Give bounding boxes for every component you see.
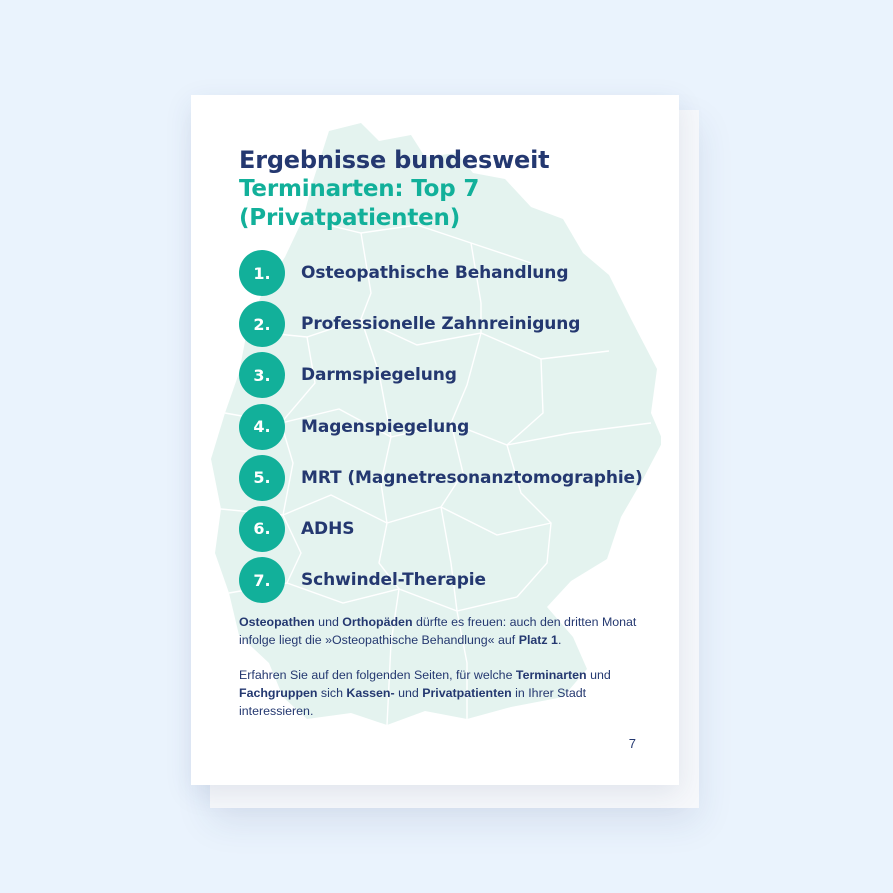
page-number: 7 xyxy=(628,736,636,751)
document-page xyxy=(191,95,679,785)
paragraph-text: und xyxy=(586,668,611,682)
ranking-item xyxy=(239,506,669,552)
ranking-label: Magenspiegelung xyxy=(301,416,470,437)
page-title: Ergebnisse bundesweit xyxy=(239,146,550,174)
rank-number-badge: 3. xyxy=(239,352,285,398)
bold-term: Orthopäden xyxy=(342,615,413,629)
rank-number-badge: 1. xyxy=(239,250,285,296)
ranking-label: Osteopathische Behandlung xyxy=(301,263,569,283)
rank-number-badge: 5. xyxy=(239,455,285,501)
rank-number-badge: 2. xyxy=(239,301,285,347)
ranking-label: Darmspiegelung xyxy=(301,365,457,386)
ranking-label: Professionelle Zahnreinigung xyxy=(301,314,581,335)
bold-term: Privatpatienten xyxy=(422,686,512,700)
bold-term: Kassen- xyxy=(346,686,395,700)
paragraph-text: sich xyxy=(317,686,347,700)
bold-term: Osteopathen xyxy=(239,615,315,629)
ranking-label: MRT (Magnetresonanztomographie) xyxy=(301,467,643,488)
intro-paragraph xyxy=(239,613,649,649)
ranking-label: Schwindel-Therapie xyxy=(301,570,486,591)
paragraph-text: dürfte es freuen: auch den dritten Monat infolge liegt die »Osteopathische Behandlung« auf xyxy=(239,615,637,647)
top7-ranking-list xyxy=(239,250,669,608)
ranking-item xyxy=(239,250,669,296)
ranking-item xyxy=(239,352,669,398)
bold-term: Terminarten xyxy=(515,668,587,682)
ranking-item xyxy=(239,455,669,501)
paragraph-text: Erfahren Sie auf den folgenden Seiten, für welche xyxy=(239,668,516,682)
paragraph-text: in Ihrer Stadt interessieren. xyxy=(239,686,587,718)
ranking-label: ADHS xyxy=(301,518,355,539)
bold-term: Fachgruppen xyxy=(239,686,318,700)
outlook-paragraph xyxy=(239,666,649,720)
paragraph-text: . xyxy=(557,633,562,647)
page-subtitle-line2: (Privatpatienten) xyxy=(239,205,461,231)
rank-number-badge: 4. xyxy=(239,404,285,450)
rank-number-badge: 6. xyxy=(239,506,285,552)
rank-number-badge: 7. xyxy=(239,557,285,603)
paragraph-text: und xyxy=(394,686,423,700)
page-subtitle-line1: Terminarten: Top 7 xyxy=(239,176,480,202)
ranking-item xyxy=(239,557,669,603)
page-heading xyxy=(239,145,659,233)
paragraph-text: und xyxy=(314,615,343,629)
bold-term: Platz 1 xyxy=(518,633,558,647)
ranking-item xyxy=(239,404,669,450)
ranking-item xyxy=(239,301,669,347)
